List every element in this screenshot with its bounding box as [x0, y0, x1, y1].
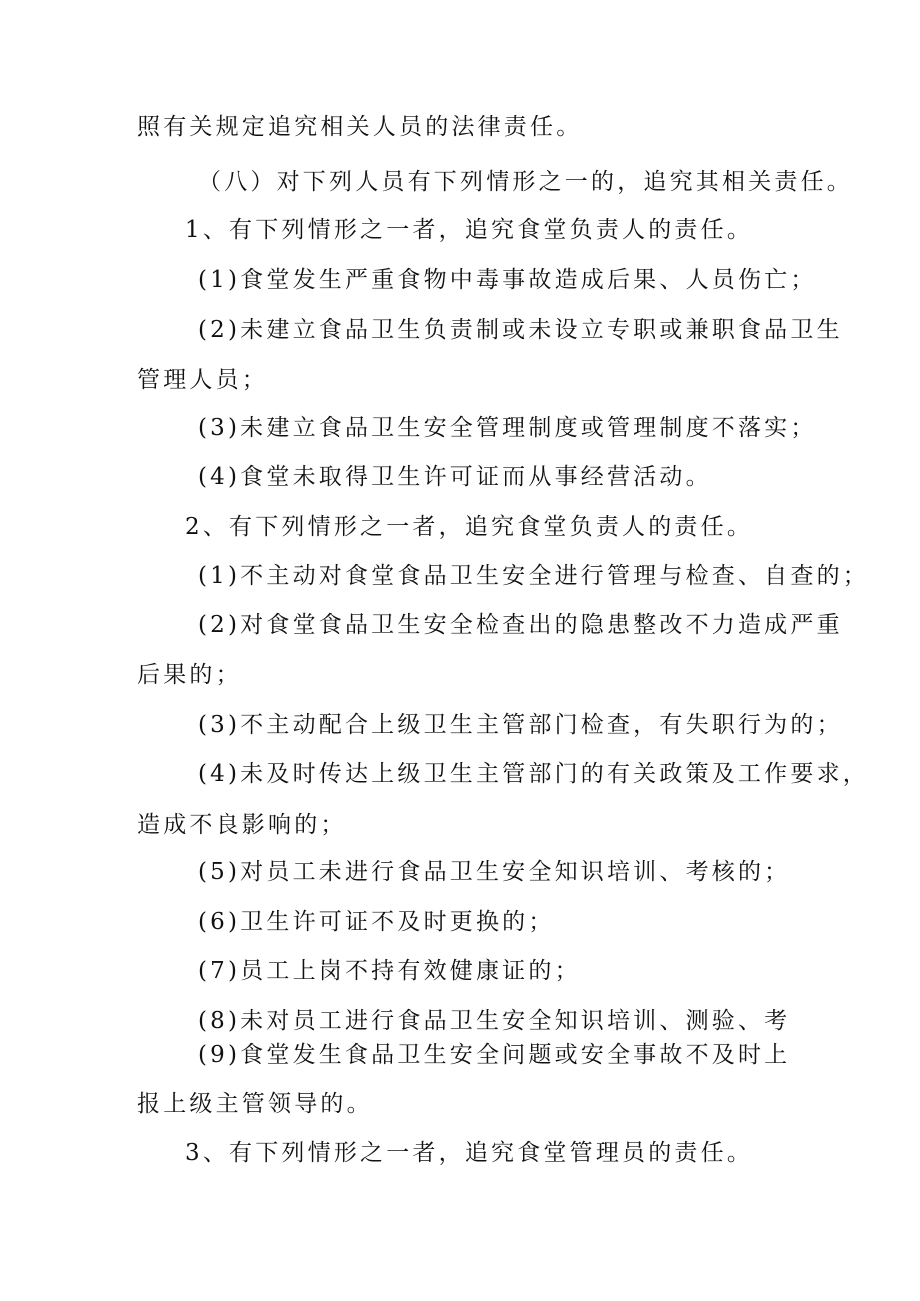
text-line: (1)食堂发生严重食物中毒事故造成后果、人员伤亡； — [198, 267, 817, 293]
text-line: (5)对员工未进行食品卫生安全知识培训、考核的； — [198, 859, 791, 885]
text-line: (4)食堂未取得卫生许可证而从事经营活动。 — [198, 464, 712, 490]
text-line: 照有关规定追究相关人员的法律责任。 — [137, 114, 583, 140]
text-line: (3)不主动配合上级卫生主管部门检查，有失职行为的； — [198, 712, 843, 738]
text-line: 报上级主管领导的。 — [137, 1091, 373, 1117]
text-line: (2)未建立食品卫生负责制或未设立专职或兼职食品卫生 — [198, 317, 843, 343]
text-line: 2、有下列情形之一者，追究食堂负责人的责任。 — [185, 514, 754, 540]
text-line: 3、有下列情形之一者，追究食堂管理员的责任。 — [185, 1140, 754, 1166]
text-line: (3)未建立食品卫生安全管理制度或管理制度不落实； — [198, 415, 817, 441]
text-line: (9)食堂发生食品卫生安全问题或安全事故不及时上 — [198, 1042, 791, 1068]
text-line: （八）对下列人员有下列情形之一的，追究其相关责任。 — [198, 169, 853, 195]
text-line: (6)卫生许可证不及时更换的； — [198, 909, 555, 935]
text-line: (7)员工上岗不持有效健康证的； — [198, 958, 581, 984]
text-line: (4)未及时传达上级卫生主管部门的有关政策及工作要求， — [198, 761, 869, 787]
text-line: (8)未对员工进行食品卫生安全知识培训、测验、考 — [198, 1008, 791, 1034]
text-line: 1、有下列情形之一者，追究食堂负责人的责任。 — [185, 217, 754, 243]
text-line: 后果的； — [137, 662, 242, 688]
text-line: 管理人员； — [137, 367, 268, 393]
text-line: 造成不良影响的； — [137, 812, 347, 838]
text-line: (1)不主动对食堂食品卫生安全进行管理与检查、自查的； — [198, 563, 869, 589]
text-line: (2)对食堂食品卫生安全检查出的隐患整改不力造成严重 — [198, 612, 843, 638]
